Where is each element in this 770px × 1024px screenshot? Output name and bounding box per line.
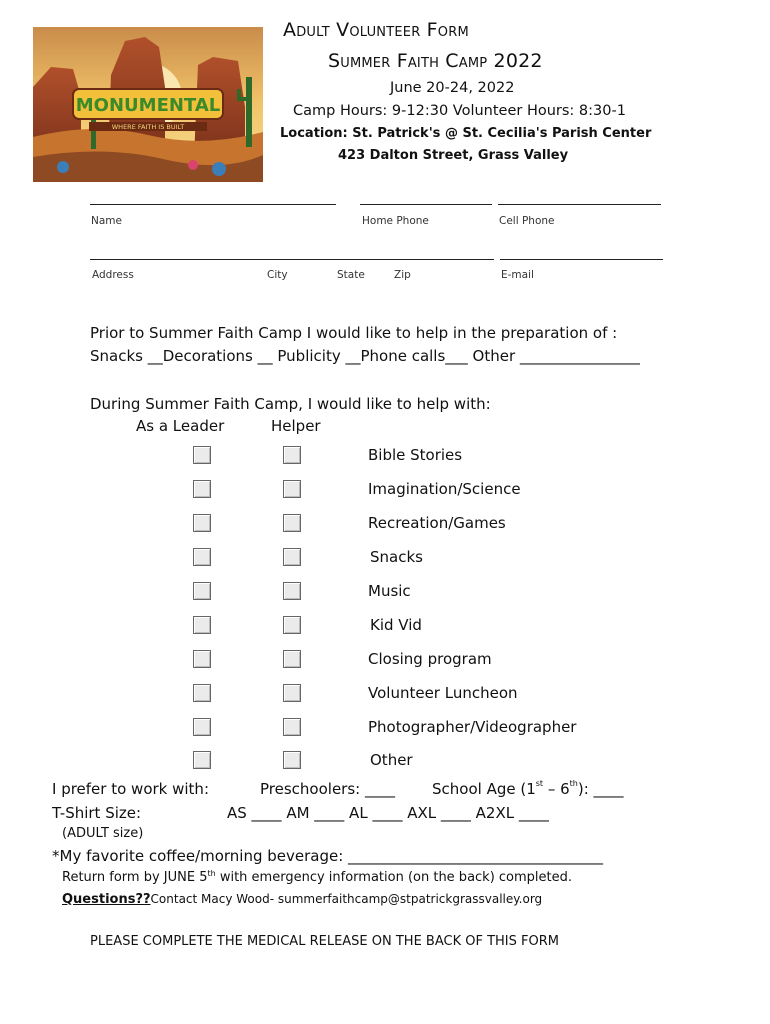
name-line[interactable] bbox=[90, 204, 336, 205]
name-label: Name bbox=[91, 215, 122, 227]
home-phone-label: Home Phone bbox=[362, 215, 429, 227]
leader-checkbox-closing-program[interactable] bbox=[193, 650, 211, 668]
activity-imagination-science: Imagination/Science bbox=[368, 480, 521, 498]
cell-phone-line[interactable] bbox=[498, 204, 661, 205]
tshirt-label: T-Shirt Size: bbox=[52, 804, 142, 822]
return-note: Return form by JUNE 5th with emergency information (on the back) completed. bbox=[62, 869, 573, 885]
prefer-label: I prefer to work with: bbox=[52, 780, 209, 798]
helper-column-header: Helper bbox=[271, 417, 321, 435]
activity-kid-vid: Kid Vid bbox=[370, 616, 422, 634]
helper-checkbox-closing-program[interactable] bbox=[283, 650, 301, 668]
activity-snacks: Snacks bbox=[370, 548, 423, 566]
zip-label: Zip bbox=[394, 269, 411, 281]
address-line[interactable] bbox=[90, 259, 494, 260]
camp-location: Location: St. Patrick's @ St. Cecilia's Parish Center bbox=[280, 126, 652, 141]
leader-column-header: As a Leader bbox=[136, 417, 225, 435]
activity-music: Music bbox=[368, 582, 411, 600]
activity-other: Other bbox=[370, 751, 413, 769]
state-label: State bbox=[337, 269, 365, 281]
helper-checkbox-recreation-games[interactable] bbox=[283, 514, 301, 532]
form-title: Adult Volunteer Form bbox=[283, 19, 469, 41]
home-phone-line[interactable] bbox=[360, 204, 492, 205]
address-label: Address bbox=[92, 269, 134, 281]
activity-volunteer-luncheon: Volunteer Luncheon bbox=[368, 684, 518, 702]
activity-closing-program: Closing program bbox=[368, 650, 492, 668]
coffee-question[interactable]: *My favorite coffee/morning beverage: __________________________________ bbox=[52, 847, 604, 865]
prep-line-2: Snacks __Decorations __ Publicity __Phone calls___ Other ________________ bbox=[90, 347, 640, 365]
leader-checkbox-recreation-games[interactable] bbox=[193, 514, 211, 532]
camp-hours: Camp Hours: 9-12:30 Volunteer Hours: 8:30-1 bbox=[293, 103, 626, 119]
helper-checkbox-imagination-science[interactable] bbox=[283, 480, 301, 498]
camp-dates: June 20-24, 2022 bbox=[390, 80, 515, 96]
logo-tagline: WHERE FAITH IS BUILT bbox=[111, 123, 185, 131]
leader-checkbox-kid-vid[interactable] bbox=[193, 616, 211, 634]
questions-line: Questions??Contact Macy Wood- summerfaithcamp@stpatrickgrassvalley.org bbox=[62, 892, 543, 907]
helper-checkbox-bible-stories[interactable] bbox=[283, 446, 301, 464]
leader-checkbox-photographer[interactable] bbox=[193, 718, 211, 736]
leader-checkbox-volunteer-luncheon[interactable] bbox=[193, 684, 211, 702]
logo-text: MONUMENTAL bbox=[75, 95, 221, 116]
helper-checkbox-music[interactable] bbox=[283, 582, 301, 600]
helper-checkbox-kid-vid[interactable] bbox=[283, 616, 301, 634]
prep-line-1: Prior to Summer Faith Camp I would like to help in the preparation of : bbox=[90, 324, 618, 342]
tshirt-sizes[interactable]: AS ____ AM ____ AL ____ AXL ____ A2XL ____ bbox=[227, 804, 549, 822]
school-age-option[interactable]: School Age (1st – 6th): ____ bbox=[432, 779, 624, 798]
preschoolers-option[interactable]: Preschoolers: ____ bbox=[260, 780, 395, 798]
email-line[interactable] bbox=[500, 259, 663, 260]
leader-checkbox-snacks[interactable] bbox=[193, 548, 211, 566]
camp-street: 423 Dalton Street, Grass Valley bbox=[338, 148, 569, 163]
adult-size-note: (ADULT size) bbox=[62, 826, 144, 841]
city-label: City bbox=[267, 269, 288, 281]
camp-logo bbox=[33, 27, 263, 182]
activity-recreation-games: Recreation/Games bbox=[368, 514, 506, 532]
helper-checkbox-other[interactable] bbox=[283, 751, 301, 769]
helper-checkbox-photographer[interactable] bbox=[283, 718, 301, 736]
cell-phone-label: Cell Phone bbox=[499, 215, 555, 227]
activity-bible-stories: Bible Stories bbox=[368, 446, 463, 464]
helper-checkbox-volunteer-luncheon[interactable] bbox=[283, 684, 301, 702]
form-subtitle: Summer Faith Camp 2022 bbox=[328, 50, 543, 72]
during-heading: During Summer Faith Camp, I would like to help with: bbox=[90, 395, 491, 413]
desert-scene-illustration bbox=[33, 27, 263, 182]
leader-checkbox-music[interactable] bbox=[193, 582, 211, 600]
email-label: E-mail bbox=[501, 269, 534, 281]
leader-checkbox-other[interactable] bbox=[193, 751, 211, 769]
activity-photographer-videographer: Photographer/Videographer bbox=[368, 718, 577, 736]
leader-checkbox-bible-stories[interactable] bbox=[193, 446, 211, 464]
leader-checkbox-imagination-science[interactable] bbox=[193, 480, 211, 498]
helper-checkbox-snacks[interactable] bbox=[283, 548, 301, 566]
medical-release-note: PLEASE COMPLETE THE MEDICAL RELEASE ON THE BACK OF THIS FORM bbox=[90, 934, 559, 949]
